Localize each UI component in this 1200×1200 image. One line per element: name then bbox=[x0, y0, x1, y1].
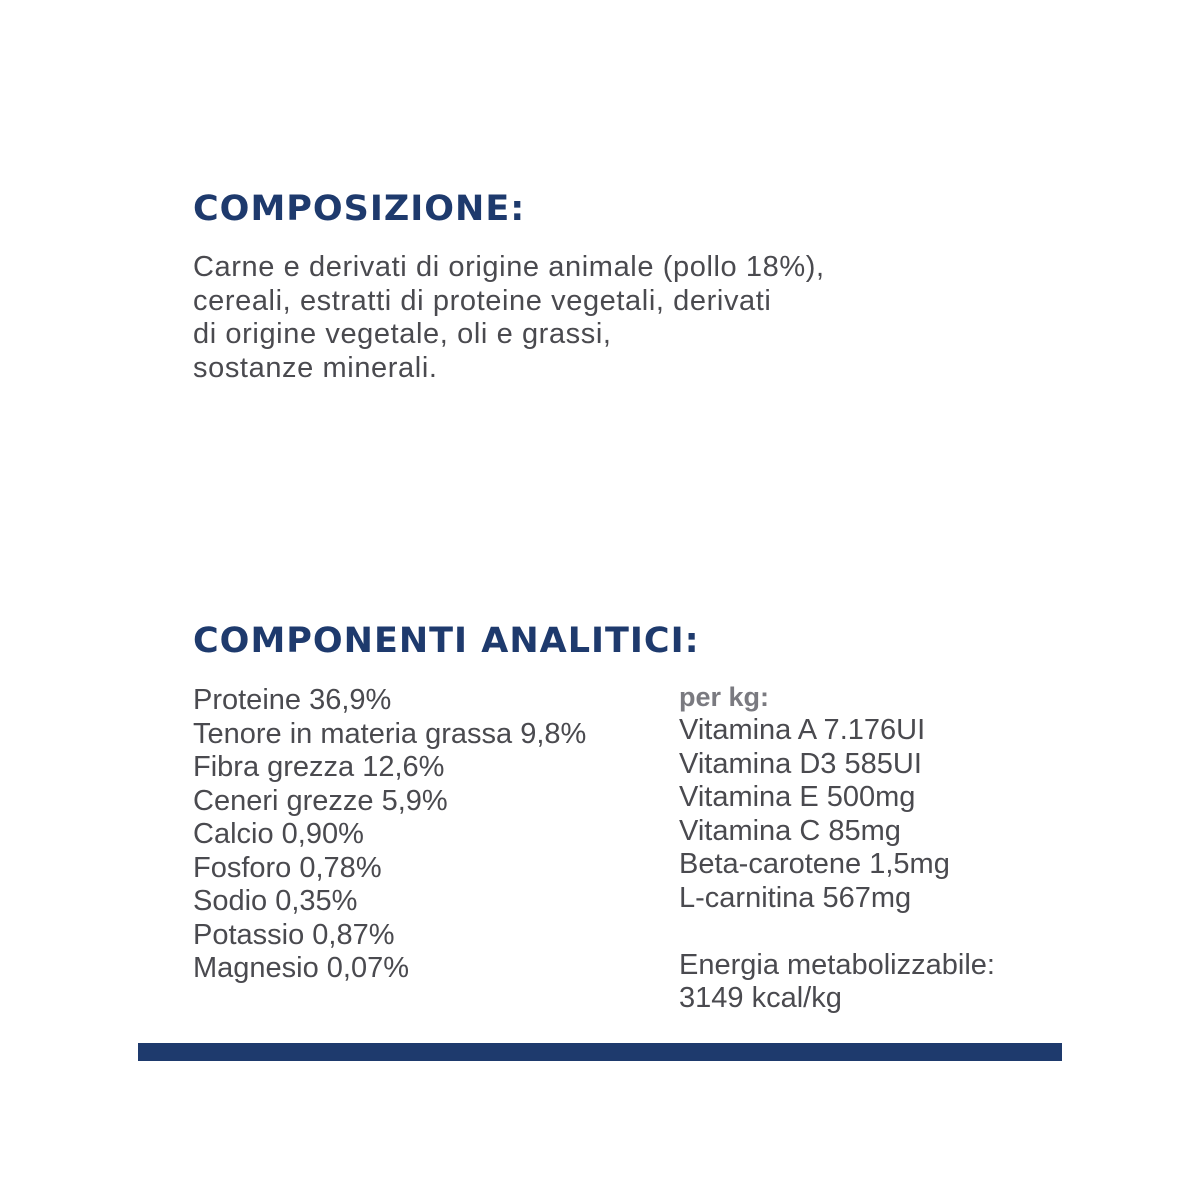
energy-value: 3149 kcal/kg bbox=[679, 982, 842, 1014]
analytical-components-list bbox=[193, 684, 586, 986]
per-kg-label: per kg: bbox=[679, 682, 770, 712]
composition-line: cereali, estratti di proteine vegetali, derivati bbox=[193, 284, 772, 317]
analytical-item: Ceneri grezze 5,9% bbox=[193, 784, 448, 817]
composition-text bbox=[193, 251, 993, 385]
energy-label: Energia metabolizzabile: bbox=[679, 948, 995, 981]
composition-line: Carne e derivati di origine animale (pollo 18%), bbox=[193, 251, 825, 283]
vitamin-item: L-carnitina 567mg bbox=[679, 881, 912, 914]
vitamins-list bbox=[679, 680, 995, 1016]
composition-line: di origine vegetale, oli e grassi, bbox=[193, 318, 612, 350]
analytical-item: Magnesio 0,07% bbox=[193, 952, 410, 984]
analytical-item: Fosforo 0,78% bbox=[193, 851, 382, 884]
analytical-item: Calcio 0,90% bbox=[193, 818, 364, 850]
vitamin-item: Beta-carotene 1,5mg bbox=[679, 848, 950, 880]
analytical-item: Fibra grezza 12,6% bbox=[193, 751, 445, 783]
vitamin-item: Vitamina C 85mg bbox=[679, 814, 901, 847]
composition-heading: COMPOSIZIONE: bbox=[193, 189, 526, 229]
analytical-item: Proteine 36,9% bbox=[193, 684, 392, 716]
list-spacer bbox=[679, 915, 995, 949]
vitamin-item: Vitamina D3 585UI bbox=[679, 747, 922, 780]
analytical-item: Tenore in materia grassa 9,8% bbox=[193, 717, 587, 750]
footer-divider-bar bbox=[138, 1043, 1062, 1061]
analytical-heading: COMPONENTI ANALITICI: bbox=[193, 621, 700, 661]
analytical-item: Sodio 0,35% bbox=[193, 885, 358, 917]
vitamin-item: Vitamina E 500mg bbox=[679, 781, 916, 813]
analytical-item: Potassio 0,87% bbox=[193, 918, 395, 951]
composition-line: sostanze minerali. bbox=[193, 351, 438, 384]
vitamin-item: Vitamina A 7.176UI bbox=[679, 714, 926, 746]
